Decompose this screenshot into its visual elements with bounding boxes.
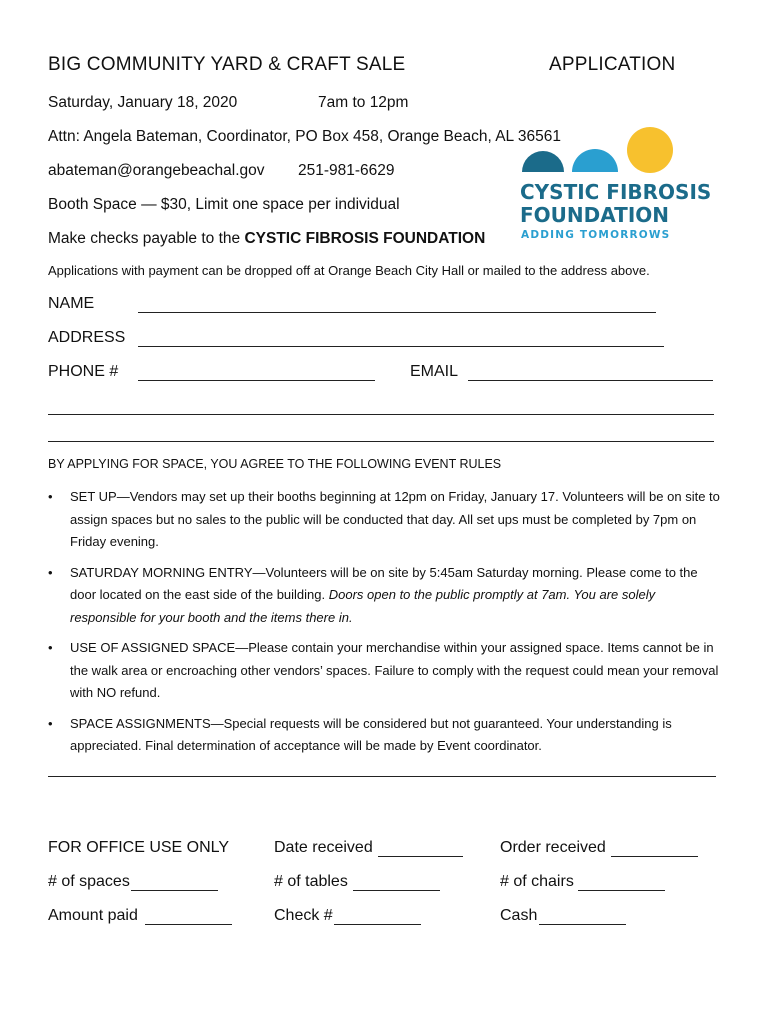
date-received-label: Date received <box>274 839 373 856</box>
amount-paid-field[interactable] <box>145 924 232 925</box>
cff-logo <box>518 124 712 244</box>
bullet-icon: • <box>48 715 53 731</box>
cash-label: Cash <box>500 907 538 924</box>
order-received-label: Order received <box>500 839 606 856</box>
rule-text: USE OF ASSIGNED SPACE—Please contain your merchandise within your assigned space. Items cannot be in the walk area or encroaching other vendors’ spaces. Failure to comply with the request could mean your removal with NO refund. <box>70 640 719 700</box>
rule-item <box>48 713 720 758</box>
check-field[interactable] <box>334 924 421 925</box>
event-time: 7am to 12pm <box>318 94 409 111</box>
spaces-label: # of spaces <box>48 873 130 890</box>
separator-rule <box>48 776 716 777</box>
application-heading: APPLICATION <box>549 54 676 75</box>
attn-address: Attn: Angela Bateman, Coordinator, PO Box 458, Orange Beach, AL 36561 <box>48 128 561 145</box>
bullet-icon: • <box>48 489 53 504</box>
date-received-field[interactable] <box>378 856 463 857</box>
spaces-field[interactable] <box>131 890 218 891</box>
order-received-field[interactable] <box>611 856 698 857</box>
bullet-icon: • <box>48 640 53 655</box>
address-label: ADDRESS <box>48 329 126 346</box>
sunrise-icon <box>518 124 708 180</box>
event-date: Saturday, January 18, 2020 <box>48 94 238 111</box>
rule-text: SET UP—Vendors may set up their booths beginning at 12pm on Friday, January 17. Volunteers will be on site to assign spaces but no sales to the public will be conducted that day. All set ups must be completed by 7pm on Friday evening. <box>70 489 720 549</box>
logo-tagline: ADDING TOMORROWS <box>521 229 671 241</box>
extra-line-1[interactable] <box>48 414 714 415</box>
bullet-icon: • <box>48 564 53 580</box>
rule-italic: Doors open to the public promptly at 7am. You are solely responsible for your booth and the items there in. <box>70 587 656 625</box>
rules-heading: BY APPLYING FOR SPACE, YOU AGREE TO THE FOLLOWING EVENT RULES <box>48 457 502 471</box>
phone-field[interactable] <box>138 380 375 381</box>
contact-email: abateman@orangebeachal.gov <box>48 162 265 179</box>
tables-label: # of tables <box>274 873 348 890</box>
rule-item <box>48 562 720 630</box>
phone-label: PHONE # <box>48 363 119 380</box>
booth-info: Booth Space — $30, Limit one space per individual <box>48 196 400 213</box>
address-field[interactable] <box>138 346 664 347</box>
rule-item <box>48 486 720 554</box>
contact-phone: 251-981-6629 <box>298 162 395 179</box>
rule-text: SATURDAY MORNING ENTRY—Volunteers will be on site by 5:45am Saturday morning. Please come to the door located on the east side of the building. <box>70 564 698 602</box>
rule-item <box>48 637 720 705</box>
logo-line2: FOUNDATION <box>520 203 669 227</box>
office-heading: FOR OFFICE USE ONLY <box>48 839 230 856</box>
check-label: Check # <box>274 907 333 924</box>
tables-field[interactable] <box>353 890 440 891</box>
extra-line-2[interactable] <box>48 441 714 442</box>
chairs-field[interactable] <box>578 890 665 891</box>
name-field[interactable] <box>138 312 656 313</box>
checks-org: CYSTIC FIBROSIS FOUNDATION <box>244 230 486 247</box>
chairs-label: # of chairs <box>500 873 574 890</box>
rule-text: SPACE ASSIGNMENTS—Special requests will be considered but not guaranteed. Your understanding is appreciated. Final determination of acceptance will be made by Event coordinator. <box>70 715 672 753</box>
email-label: EMAIL <box>410 363 459 380</box>
event-title: BIG COMMUNITY YARD & CRAFT SALE <box>48 54 406 75</box>
amount-paid-label: Amount paid <box>48 907 138 924</box>
rules-list <box>48 486 720 766</box>
email-field[interactable] <box>468 380 713 381</box>
checks-prefix: Make checks payable to the <box>48 230 245 247</box>
logo-line1: CYSTIC FIBROSIS <box>520 180 712 204</box>
cash-field[interactable] <box>539 924 626 925</box>
dropoff-note: Applications with payment can be dropped off at Orange Beach City Hall or mailed to the address above. <box>48 263 650 278</box>
name-label: NAME <box>48 295 95 312</box>
checks-payable <box>48 230 485 248</box>
